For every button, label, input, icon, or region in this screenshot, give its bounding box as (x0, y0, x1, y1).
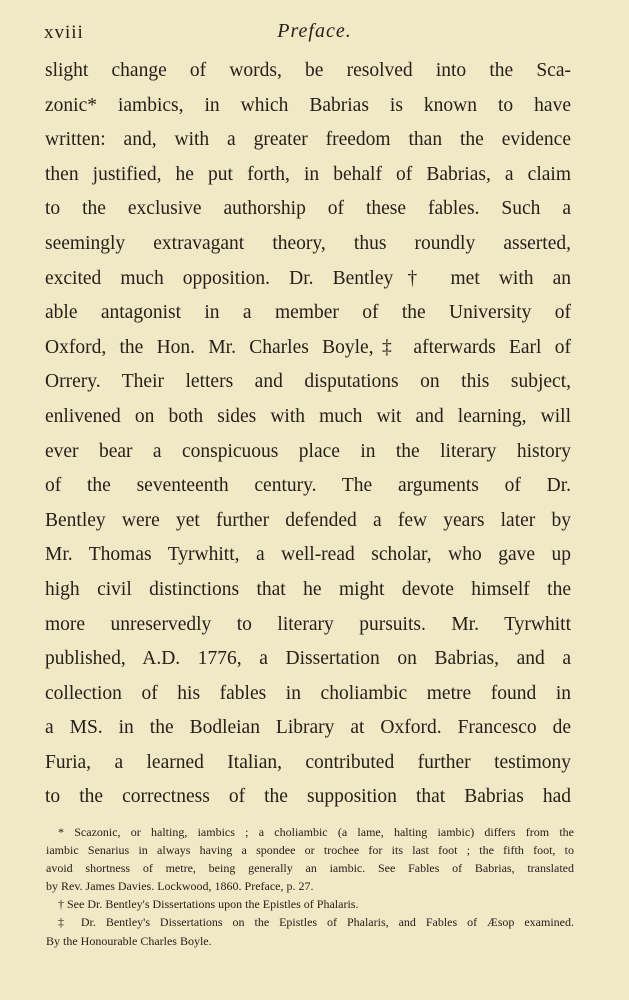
footnote-line: ‡ Dr. Bentley's Dissertations on the Epistles of Phalaris, and Fables of Æsop examined. (58, 915, 574, 930)
body-line: written: and, with a greater freedom than the evidence (45, 129, 571, 151)
footnotes (46, 823, 574, 950)
body-line: then justified, he put forth, in behalf of Babrias, a claim (45, 163, 571, 185)
body-line: to the exclusive authorship of these fables. Such a (45, 198, 571, 220)
body-line: excited much opposition. Dr. Bentley† met with an (45, 267, 571, 289)
footnote-line: By the Honourable Charles Boyle. (46, 933, 212, 948)
body-text (45, 54, 571, 815)
body-line: enlivened on both sides with much wit and learning, will (45, 405, 571, 427)
body-line: published, A.D. 1776, a Dissertation on Babrias, and a (45, 648, 571, 670)
body-line: of the seventeenth century. The arguments of Dr. (45, 475, 571, 497)
body-line: ever bear a conspicuous place in the literary history (45, 440, 571, 462)
body-line: a MS. in the Bodleian Library at Oxford. Francesco de (45, 717, 571, 739)
body-line: Mr. Thomas Tyrwhitt, a well-read scholar, who gave up (45, 544, 571, 566)
running-title: Preface. (277, 20, 352, 42)
body-line: seemingly extravagant theory, thus roundly asserted, (45, 232, 571, 254)
body-line: Furia, a learned Italian, contributed further testimony (45, 751, 571, 773)
footnote-line: avoid shortness of metre, being generally an iambic. See Fables of Babrias, translated (46, 861, 574, 876)
body-line: high civil distinctions that he might devote himself the (45, 578, 571, 600)
body-line: more unreservedly to literary pursuits. Mr. Tyrwhitt (45, 613, 571, 635)
body-line: Bentley were yet further defended a few years later by (45, 509, 571, 531)
page-number: xviii (44, 22, 84, 43)
body-line: to the correctness of the supposition that Babrias had (45, 786, 571, 808)
body-line: Orrery. Their letters and disputations on this subject, (45, 371, 571, 393)
footnote-line: iambic Senarius in always having a spondee or trochee for its last foot ; the fifth foot, to (46, 843, 574, 858)
footnote-line: * Scazonic, or halting, iambics ; a choliambic (a lame, halting iambic) differs from the (58, 825, 574, 839)
footnote-line: † See Dr. Bentley's Dissertations upon the Epistles of Phalaris. (58, 897, 359, 912)
footnote-line: by Rev. James Davies. Lockwood, 1860. Preface, p. 27. (46, 879, 314, 894)
body-line: able antagonist in a member of the University of (45, 302, 571, 324)
body-line: collection of his fables in choliambic metre found in (45, 682, 571, 704)
body-line: slight change of words, be resolved into the Sca- (45, 60, 571, 81)
body-line: zonic* iambics, in which Babrias is known to have (45, 94, 571, 116)
body-line: Oxford, the Hon. Mr. Charles Boyle,‡ afterwards Earl of (45, 336, 571, 358)
